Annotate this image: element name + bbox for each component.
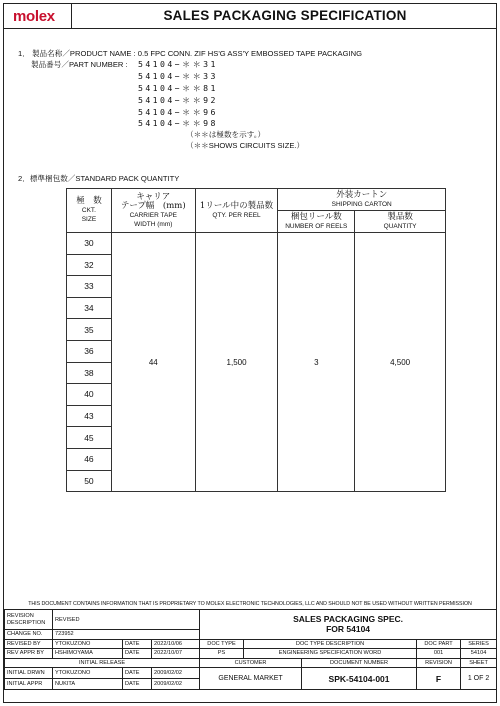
page-header: [3, 3, 497, 29]
initial-drwn-date: 2009/02/02: [152, 668, 200, 679]
doc-part-label: DOC PART: [417, 639, 461, 649]
circuit-size-cell: 36: [67, 340, 112, 362]
revision-label: REVISION: [417, 658, 461, 668]
part-number-6: 54104−＊＊98: [138, 118, 218, 128]
date-label: DATE: [123, 649, 152, 659]
quantity-header: 製品数 QUANTITY: [355, 211, 446, 233]
carrier-tape-header: キャリア テープ幅 (mm) CARRIER TAPE WIDTH (mm): [111, 189, 195, 233]
initial-release-label: INITIAL RELEASE: [5, 658, 200, 668]
product-name-label: 製品名称／PRODUCT NAME: [31, 49, 132, 58]
rev-appr-value: HSHIMOYAMA: [53, 649, 123, 659]
quantity-cell: 4,500: [355, 233, 446, 492]
spec-title: SALES PACKAGING SPEC. FOR 54104: [200, 610, 497, 640]
sheet-label: SHEET: [461, 658, 497, 668]
circuit-size-cell: 46: [67, 448, 112, 470]
product-name-value: : 0.5 FPC CONN. ZIF HS'G ASS'Y EMBOSSED TAPE PACKAGING: [133, 49, 363, 58]
doc-number-label: DOCUMENT NUMBER: [302, 658, 417, 668]
part-number-4: 54104−＊＊92: [138, 95, 218, 105]
series-label: SERIES: [461, 639, 497, 649]
circuit-size-cell: 30: [67, 233, 112, 255]
header-divider: [71, 3, 72, 29]
proprietary-notice: THIS DOCUMENT CONTAINS INFORMATION THAT IS PROPRIETARY TO MOLEX ELECTRONIC TECHNOLOGIES, LLC AND SHOULD NOT BE USED WITHOUT WRITTEN PERMISSION: [28, 601, 472, 607]
series-value: 54104: [461, 649, 497, 659]
part-number-label: 製品番号／PART NUMBER: [31, 60, 124, 69]
rev-appr-date: 2022/10/07: [152, 649, 200, 659]
qty-per-reel-header: 1リール中の製品数 QTY. PER REEL: [195, 189, 278, 233]
rev-desc-value: REVISED: [53, 610, 200, 630]
revised-by-label: REVISED BY: [5, 639, 53, 649]
doc-type-desc-label: DOC TYPE DESCRIPTION: [244, 639, 417, 649]
part-number-2: 54104−＊＊33: [138, 71, 218, 81]
sheet-value: 1 OF 2: [461, 668, 497, 690]
tape-width-cell: 44: [111, 233, 195, 492]
ckt-size-header: 極 数 CKT. SIZE: [67, 189, 112, 233]
doc-part-value: 001: [417, 649, 461, 659]
document-title: SALES PACKAGING SPECIFICATION: [163, 8, 407, 23]
title-block: [4, 609, 497, 690]
doc-type-desc-value: ENGINEERING SPECIFICATION WORD: [244, 649, 417, 659]
circuit-size-cell: 43: [67, 405, 112, 427]
initial-appr-value: NUKITA: [53, 679, 123, 690]
rev-desc-label: REVISION DESCRIPTION: [5, 610, 53, 630]
circuit-size-cell: 33: [67, 276, 112, 298]
initial-appr-date: 2009/02/02: [152, 679, 200, 690]
qty-per-reel-cell: 1,500: [195, 233, 278, 492]
revised-date: 2022/10/06: [152, 639, 200, 649]
circuit-size-cell: 34: [67, 297, 112, 319]
circuit-size-cell: 32: [67, 254, 112, 276]
part-number-5: 54104−＊＊96: [138, 107, 218, 117]
initial-appr-label: INITIAL APPR: [5, 679, 53, 690]
shipping-carton-header: 外装カートン SHIPPING CARTON: [278, 189, 446, 211]
circuit-note-en: （＊＊SHOWS CIRCUITS SIZE.）: [186, 141, 305, 150]
doc-type-value: PS: [200, 649, 244, 659]
initial-drwn-value: YTOKUZONO: [53, 668, 123, 679]
part-number-colon: :: [125, 60, 128, 69]
molex-logo: molex: [13, 8, 55, 25]
revised-by-value: YTOKUZONO: [53, 639, 123, 649]
standard-pack-table: [66, 188, 446, 492]
doc-type-label: DOC TYPE: [200, 639, 244, 649]
change-no-label: CHANGE NO.: [5, 630, 53, 640]
rev-appr-label: REV APPR BY: [5, 649, 53, 659]
number-of-reels-cell: 3: [278, 233, 355, 492]
customer-value: GENERAL MARKET: [200, 668, 302, 690]
date-label: DATE: [123, 639, 152, 649]
part-number-3: 54104−＊＊81: [138, 83, 218, 93]
circuit-size-cell: 50: [67, 470, 112, 492]
circuit-size-cell: 40: [67, 384, 112, 406]
circuit-note-jp: （＊＊は極数を示す。）: [186, 130, 266, 139]
document-number: SPK-54104-001: [302, 668, 417, 690]
initial-drwn-label: INITIAL DRWN: [5, 668, 53, 679]
change-no-value: 723952: [53, 630, 200, 640]
circuit-size-cell: 45: [67, 427, 112, 449]
revision-value: F: [417, 668, 461, 690]
number-of-reels-header: 梱包リール数 NUMBER OF REELS: [278, 211, 355, 233]
section2-title: 2．標準梱包数／STANDARD PACK QUANTITY: [18, 174, 180, 183]
customer-label: CUSTOMER: [200, 658, 302, 668]
date-label: DATE: [123, 668, 152, 679]
part-number-1: 54104−＊＊31: [138, 59, 218, 69]
circuit-size-cell: 35: [67, 319, 112, 341]
section1-number: 1．: [18, 49, 30, 58]
date-label: DATE: [123, 679, 152, 690]
circuit-size-cell: 38: [67, 362, 112, 384]
